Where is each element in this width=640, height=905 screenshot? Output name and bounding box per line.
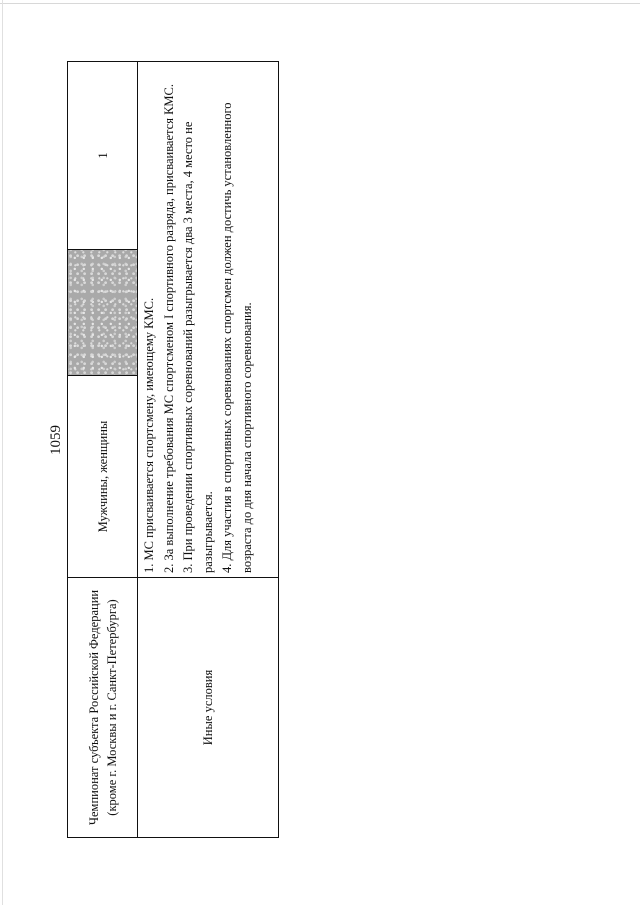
scan-edge-left	[2, 0, 3, 905]
other-conditions-label: Иные условия	[138, 578, 279, 838]
note-item: 4. Для участия в спортивных соревнованиях спортсмен должен достичь установленного возраста до дня начала спортивного соревнования.	[220, 102, 254, 573]
table-row-other-conditions	[138, 62, 279, 838]
note-item: 2. За выполнение требования МС спортсменом I спортивного разряда, присваивается КМС.	[161, 84, 176, 573]
rotated-content	[48, 62, 278, 838]
note-item: 3. При проведении спортивных соревнований разыгрывается два 3 места, 4 место не разыгрывается.	[181, 121, 215, 573]
sports-rank-table	[67, 61, 279, 838]
table-row-competition	[68, 62, 138, 838]
place-cell: 1	[68, 62, 138, 250]
shaded-empty-cell	[68, 250, 138, 376]
other-conditions-notes	[138, 62, 279, 578]
note-item: 1. МС присваивается спортсмену, имеющему КМС.	[142, 297, 156, 573]
participants-cell: Мужчины, женщины	[68, 376, 138, 578]
page-number: 1059	[48, 425, 64, 455]
scan-edge-top	[0, 3, 640, 4]
competition-name-cell: Чемпионат субъекта Российской Федерации (кроме г. Москвы и г. Санкт-Петербурга)	[68, 578, 138, 838]
